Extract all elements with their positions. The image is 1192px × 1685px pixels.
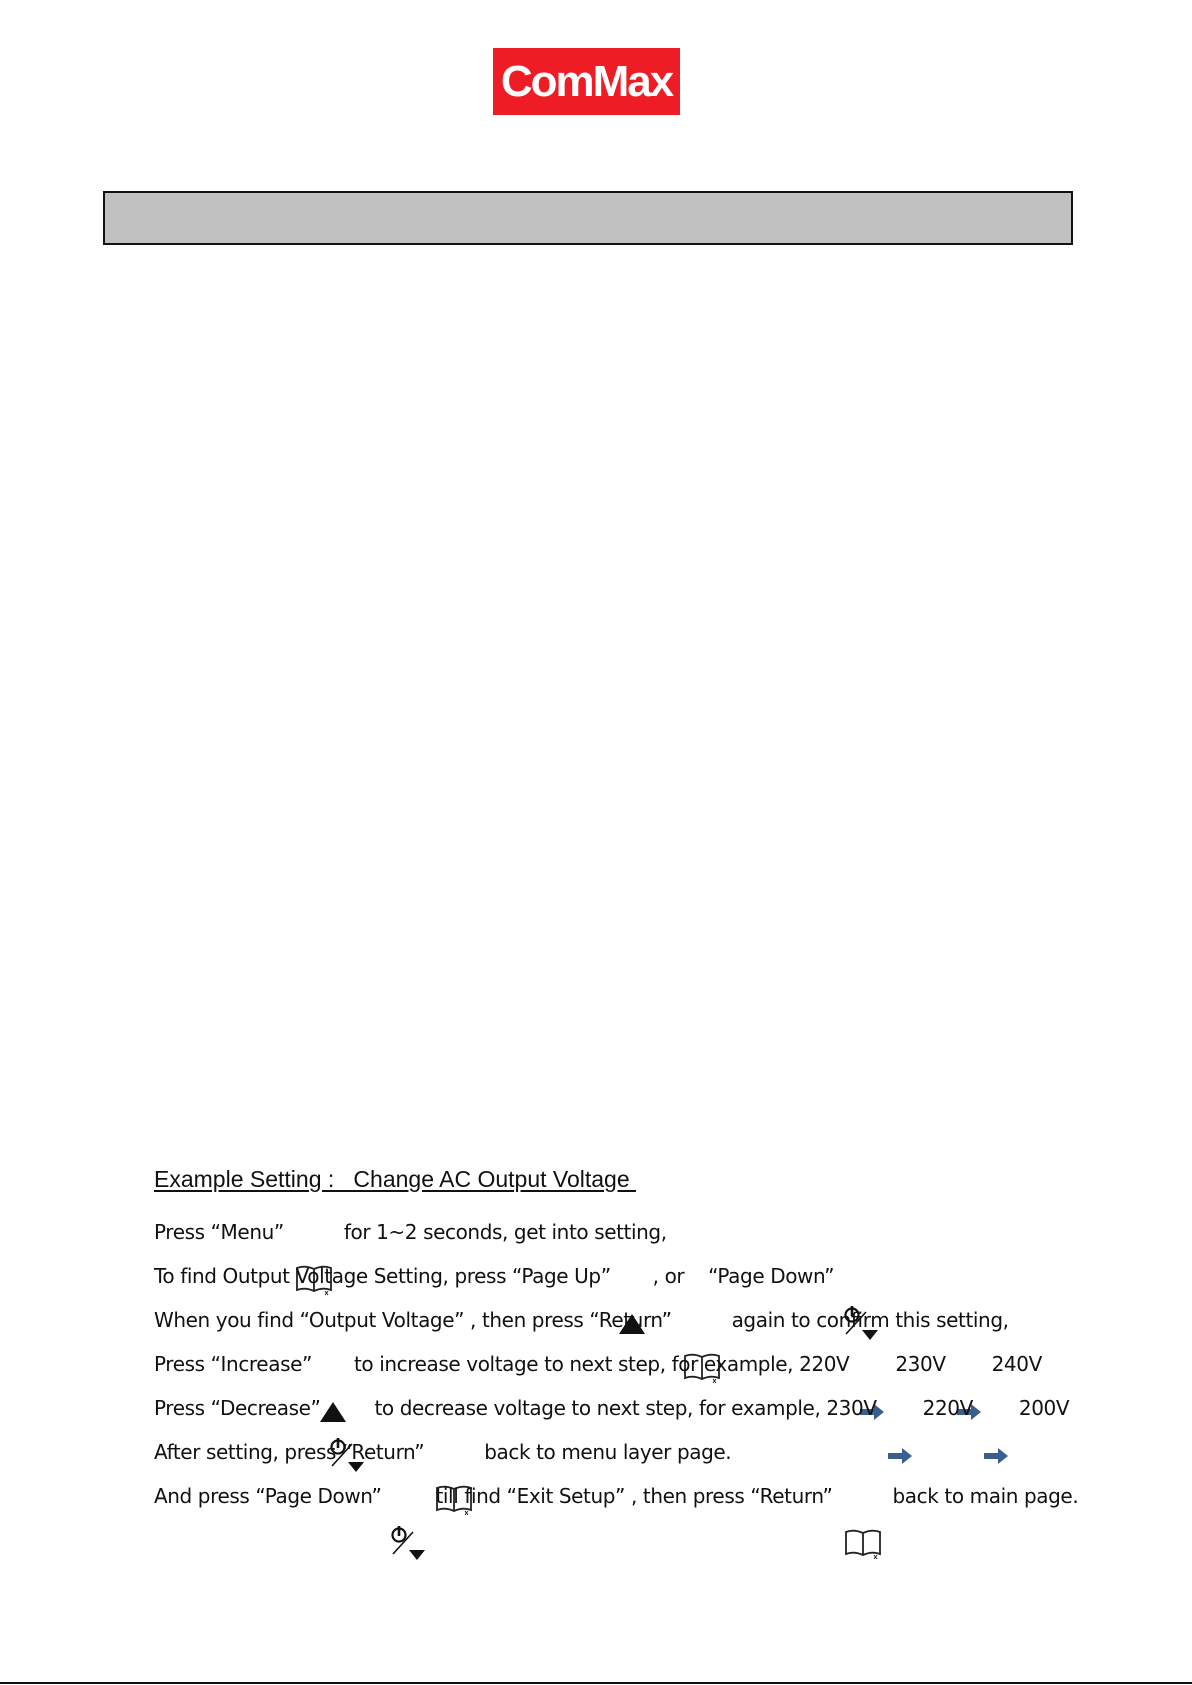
instruction-text: 240V — [991, 1352, 1042, 1376]
instruction-text: again to confirm this setting, — [731, 1308, 1009, 1332]
instruction-line — [154, 1388, 1069, 1428]
instruction-text: back to main page. — [892, 1484, 1079, 1508]
power-down-icon — [326, 1388, 368, 1428]
arrow-right-icon — [859, 1355, 885, 1373]
book-icon — [843, 1480, 883, 1512]
instruction-text: 230V — [895, 1352, 946, 1376]
instruction-text: And press “Page Down” — [154, 1484, 382, 1508]
triangle-up-icon — [617, 1264, 647, 1288]
instruction-line — [154, 1256, 888, 1296]
book-icon — [434, 1436, 474, 1468]
instruction-text: to decrease voltage to next step, for example, 230V — [374, 1396, 877, 1420]
instruction-text: to increase voltage to next step, for example, 220V — [353, 1352, 850, 1376]
instruction-text: till find “Exit Setup” , then press “Return” — [435, 1484, 833, 1508]
instruction-line — [154, 1344, 1042, 1384]
power-down-icon — [840, 1256, 882, 1296]
instruction-line — [154, 1476, 1078, 1516]
arrow-right-icon — [956, 1355, 982, 1373]
instruction-text: To find Output Voltage Setting, press “Page Up” — [154, 1264, 611, 1288]
instruction-text: back to menu layer page. — [484, 1440, 732, 1464]
instruction-text: Press “Decrease” — [154, 1396, 321, 1420]
instruction-text: Press “Increase” — [154, 1352, 312, 1376]
instruction-line — [154, 1432, 731, 1472]
instruction-text: When you find “Output Voltage” , then press “Return” — [154, 1308, 672, 1332]
instruction-text: 200V — [1018, 1396, 1070, 1420]
instruction-text: , or “Page Down” — [652, 1264, 835, 1288]
instruction-text: 220V — [922, 1396, 973, 1420]
book-icon — [294, 1216, 334, 1248]
power-down-icon — [387, 1476, 429, 1516]
footer-rule — [0, 1682, 1192, 1684]
instruction-text: for 1~2 seconds, get into setting, — [343, 1220, 667, 1244]
instruction-line — [154, 1300, 1009, 1340]
example-heading: Example Setting : Change AC Output Voltage — [154, 1166, 637, 1192]
arrow-right-icon — [887, 1399, 913, 1417]
arrow-right-icon — [983, 1399, 1009, 1417]
instruction-text: Press “Menu” — [154, 1220, 284, 1244]
book-icon — [682, 1304, 722, 1336]
commax-logo: ComMax — [493, 48, 680, 115]
instruction-line — [154, 1212, 667, 1252]
triangle-up-icon — [318, 1352, 348, 1376]
instruction-text: After setting, press “Return” — [154, 1440, 425, 1464]
section-title-bar — [103, 191, 1073, 245]
